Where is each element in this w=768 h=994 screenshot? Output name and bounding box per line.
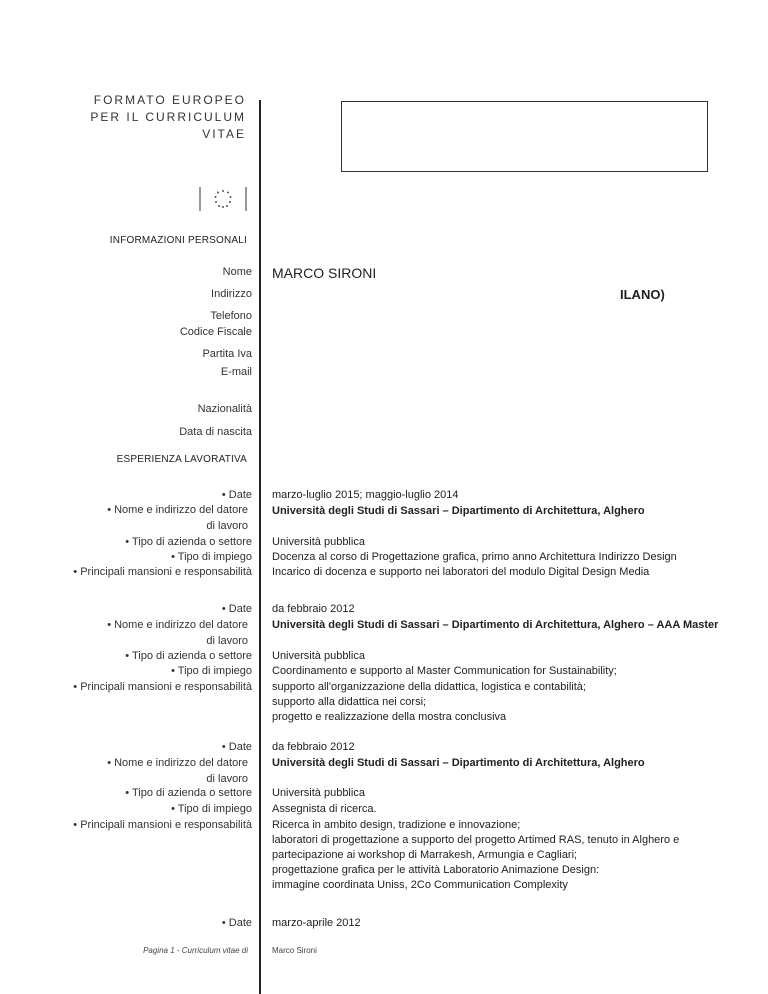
label-partita-iva: Partita Iva xyxy=(202,348,252,360)
cv-title-line-1 xyxy=(0,93,246,107)
entry-3-line-6: immagine coordinata Uniss, 2Co Communication Complexity xyxy=(272,879,568,891)
entry-3-sector: Università pubblica xyxy=(272,787,365,799)
column-divider xyxy=(259,100,261,994)
label-date-2: • Date xyxy=(221,603,252,615)
header-box xyxy=(341,101,708,172)
eu-stars-icon xyxy=(198,185,248,213)
entry-3-line-3: laboratori di progettazione a supporto del progetto Artimed RAS, tenuto in Alghero e xyxy=(272,834,680,846)
address-fragment: ILANO) xyxy=(620,287,665,302)
footer-name: Marco Sironi xyxy=(272,946,317,955)
label-duties-2: • Principali mansioni e responsabilità xyxy=(73,681,252,693)
entry-2-date: da febbraio 2012 xyxy=(272,603,355,615)
entry-3-line-5: progettazione grafica per le attività Laboratorio Animazione Design: xyxy=(272,864,600,876)
entry-2-employer: Università degli Studi di Sassari – Dipartimento di Architettura, Alghero – AAA Master xyxy=(272,619,719,631)
entry-2-sector: Università pubblica xyxy=(272,650,365,662)
entry-3-line-1: Assegnista di ricerca. xyxy=(272,803,377,815)
entry-3-date: da febbraio 2012 xyxy=(272,741,355,753)
entry-3-line-2: Ricerca in ambito design, tradizione e innovazione; xyxy=(272,819,521,831)
cv-title-line-2 xyxy=(0,110,246,124)
label-jobtype-3: • Tipo di impiego xyxy=(171,803,252,815)
label-duties-1: • Principali mansioni e responsabilità xyxy=(73,566,252,578)
section-title-experience: ESPERIENZA LAVORATIVA xyxy=(116,454,247,465)
entry-1-employer: Università degli Studi di Sassari – Dipartimento di Architettura, Alghero xyxy=(272,505,645,517)
label-employer-3: • Nome e indirizzo del datore di lavoro xyxy=(107,757,248,785)
label-indirizzo: Indirizzo xyxy=(211,288,252,300)
entry-4-date: marzo-aprile 2012 xyxy=(272,917,361,929)
entry-1-line-1: Docenza al corso di Progettazione grafica, primo anno Architettura Indirizzo Design xyxy=(272,551,677,563)
name-value: MARCO SIRONI xyxy=(272,265,377,281)
label-date-3: • Date xyxy=(221,741,252,753)
entry-2-line-1: Coordinamento e supporto al Master Communication for Sustainability; xyxy=(272,665,617,677)
label-nome: Nome xyxy=(222,266,252,278)
label-date-4: • Date xyxy=(221,917,252,929)
entry-1-sector: Università pubblica xyxy=(272,536,365,548)
label-codice-fiscale: Codice Fiscale xyxy=(179,326,252,338)
entry-3-employer: Università degli Studi di Sassari – Dipartimento di Architettura, Alghero xyxy=(272,757,645,769)
section-title-personal: INFORMAZIONI PERSONALI xyxy=(109,235,247,246)
cv-title-text-1: FORMATO EUROPEO xyxy=(93,93,246,107)
label-date-1: • Date xyxy=(221,489,252,501)
entry-2-line-2: supporto all'organizzazione della didattica, logistica e contabilità; xyxy=(272,681,586,693)
cv-title-text-2: PER IL CURRICULUM xyxy=(90,110,246,124)
entry-2-line-3: supporto alla didattica nei corsi; xyxy=(272,696,427,708)
label-jobtype-2: • Tipo di impiego xyxy=(171,665,252,677)
label-jobtype-1: • Tipo di impiego xyxy=(171,551,252,563)
entry-3-line-4: partecipazione ai workshop di Marrakesh, Armungia e Cagliari; xyxy=(272,849,578,861)
label-sector-3: • Tipo di azienda o settore xyxy=(125,787,252,799)
label-nazionalita: Nazionalità xyxy=(197,403,252,415)
entry-2-line-4: progetto e realizzazione della mostra conclusiva xyxy=(272,711,507,723)
entry-1-line-2: Incarico di docenza e supporto nei laboratori del modulo Digital Design Media xyxy=(272,566,650,578)
cv-title-line-3 xyxy=(0,127,246,141)
cv-title-text-3: VITAE xyxy=(202,127,246,141)
label-duties-3: • Principali mansioni e responsabilità xyxy=(73,819,252,831)
label-employer-1: • Nome e indirizzo del datore di lavoro xyxy=(107,504,248,532)
entry-1-date: marzo-luglio 2015; maggio-luglio 2014 xyxy=(272,489,459,501)
footer-page-label: Pagina 1 - Curriculum vitae di xyxy=(143,946,248,955)
label-telefono: Telefono xyxy=(210,310,252,322)
label-employer-2: • Nome e indirizzo del datore di lavoro xyxy=(107,619,248,647)
label-sector-1: • Tipo di azienda o settore xyxy=(125,536,252,548)
label-sector-2: • Tipo di azienda o settore xyxy=(125,650,252,662)
label-data-nascita: Data di nascita xyxy=(179,426,252,438)
label-email: E-mail xyxy=(220,366,252,378)
